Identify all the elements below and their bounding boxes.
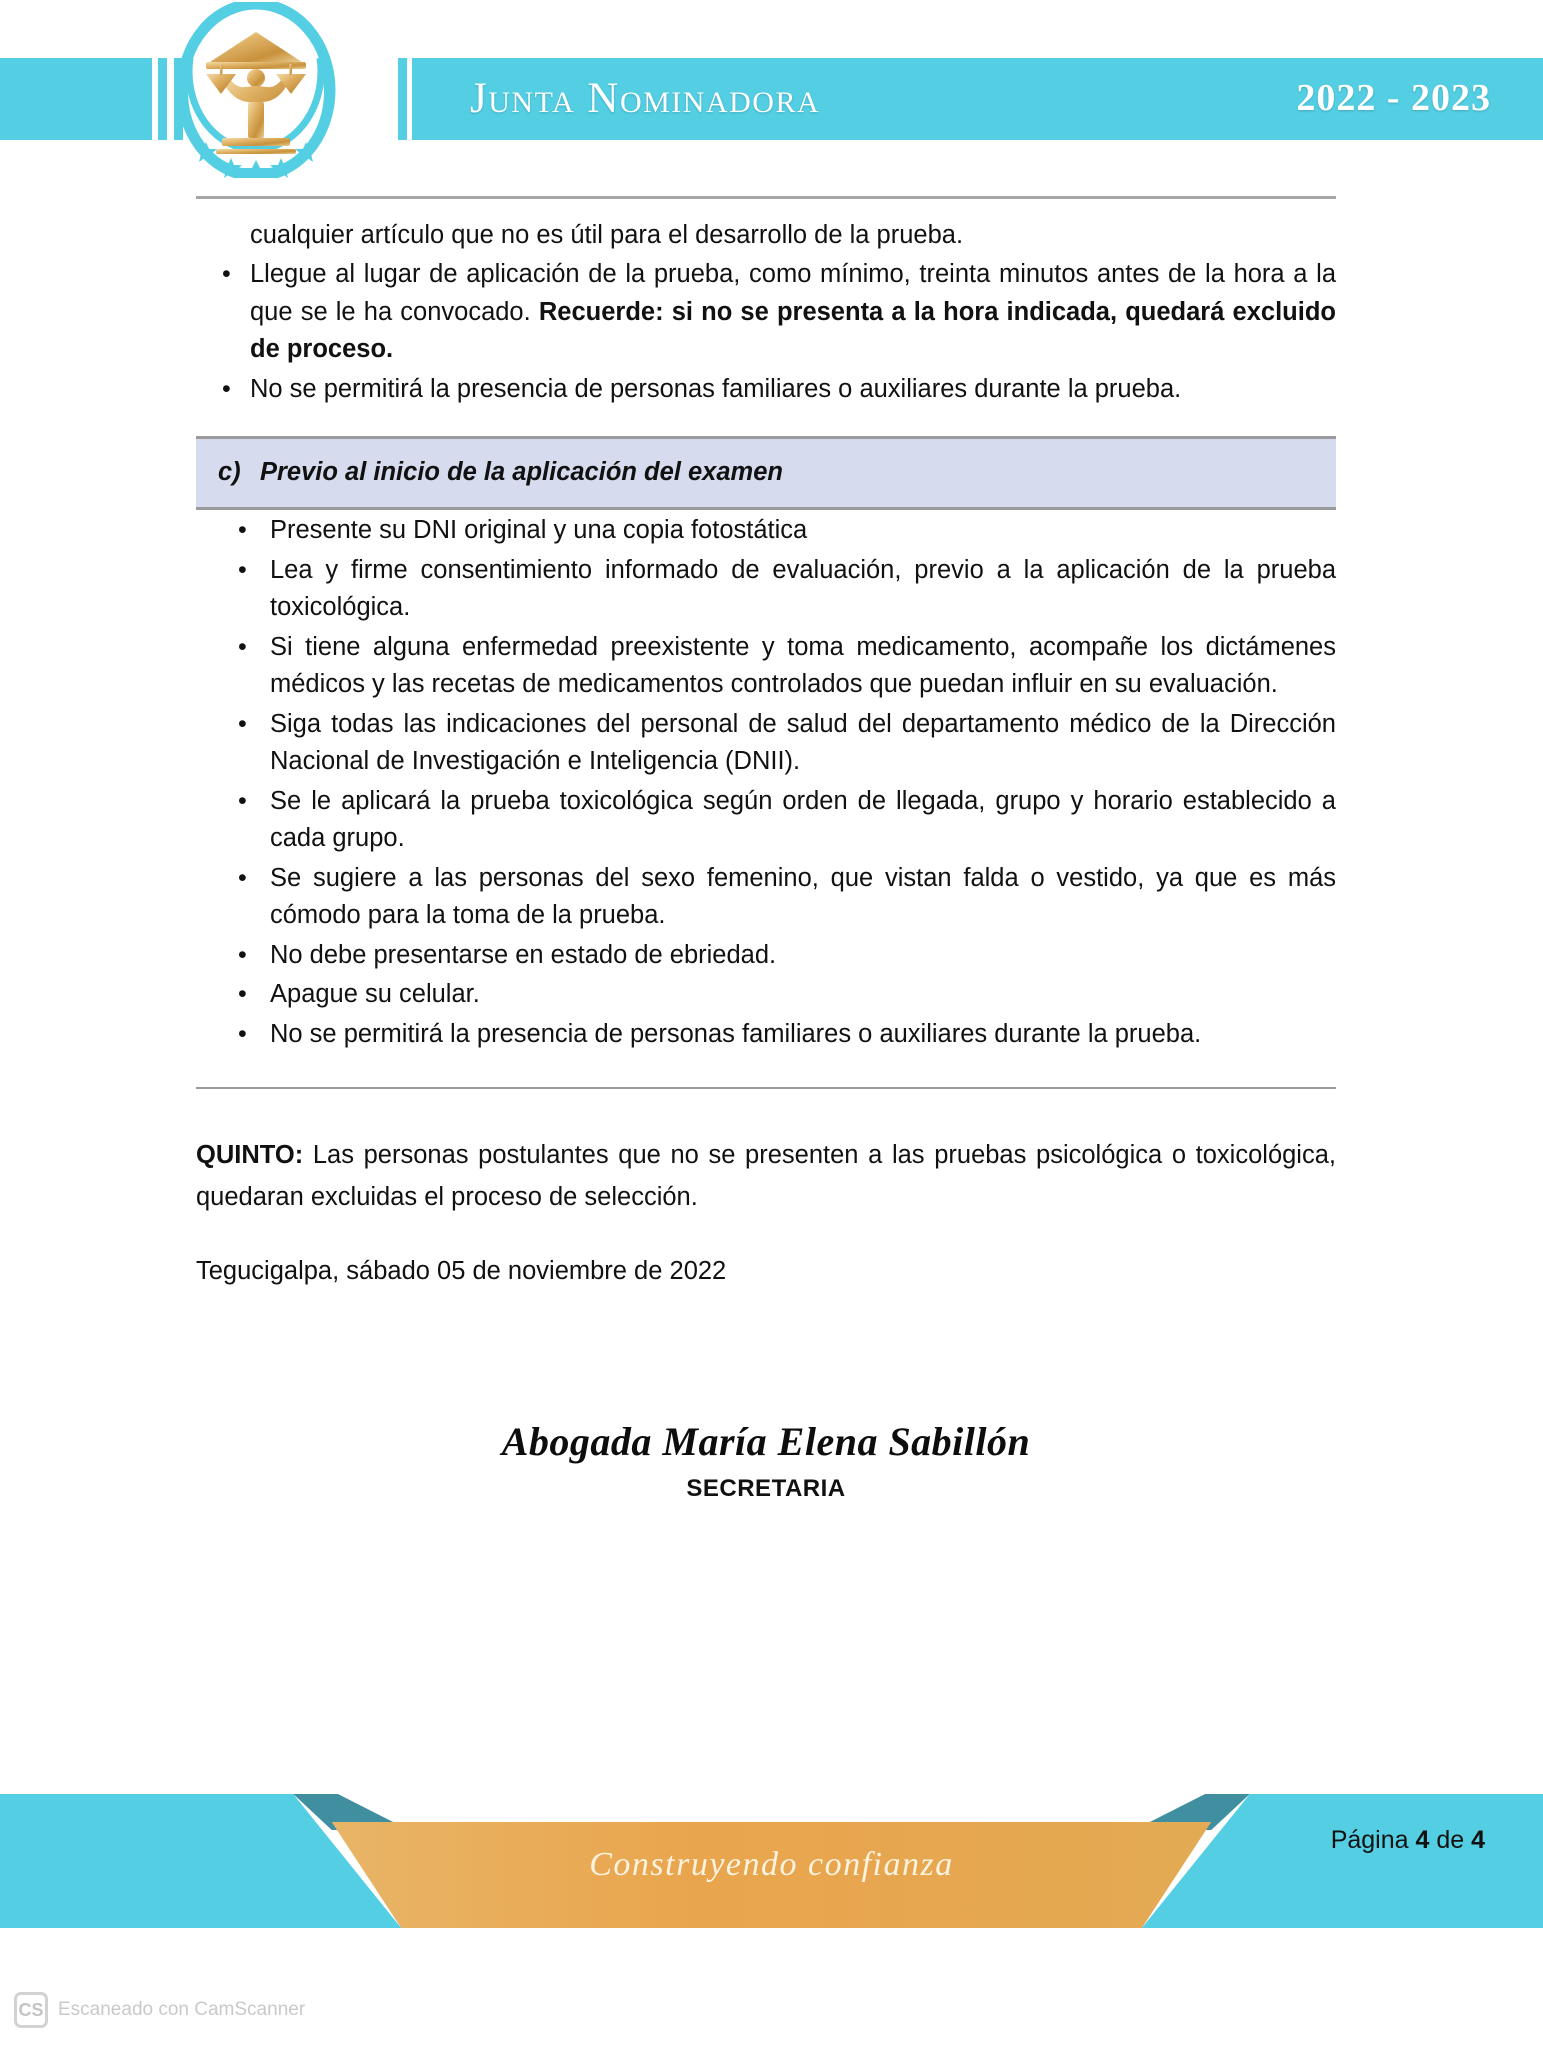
- quinto-paragraph: [196, 1135, 1336, 1218]
- section-heading-box: [196, 436, 1336, 510]
- page-total: 4: [1471, 1826, 1485, 1854]
- footer-motto: Construyendo confianza: [589, 1846, 954, 1883]
- page-current: 4: [1415, 1826, 1430, 1854]
- body-text: [196, 217, 1336, 1053]
- camscanner-logo-icon: CS: [14, 1992, 48, 2028]
- divider-top: [196, 196, 1336, 199]
- header-rule-4: [414, 58, 423, 140]
- page-number: [1331, 1826, 1485, 1855]
- list-item: • Apague su celular.: [196, 976, 1336, 1013]
- header-rule-3: [398, 58, 407, 140]
- list-item: [196, 371, 1336, 408]
- list-item: [196, 256, 1336, 368]
- list-item: • Lea y firme consentimiento informado de evaluación, previo a la aplicación de la prueba toxicológica.: [196, 552, 1336, 627]
- list-item: • Si tiene alguna enfermedad preexistente y toma medicamento, acompañe los dictámenes médicos y las recetas de medicamentos controlados que puedan influir en su evaluación.: [196, 629, 1336, 704]
- document-footer: [0, 1794, 1543, 1928]
- section-letter: c): [218, 458, 241, 487]
- bullet-text-plain: Llegue al lugar de aplicación de la prueba, como mínimo, treinta minutos antes de la hora a la que se le ha convocado.: [250, 260, 1336, 326]
- list-item: • No debe presentarse en estado de ebriedad.: [196, 937, 1336, 974]
- list-item: • No se permitirá la presencia de personas familiares o auxiliares durante la prueba.: [196, 1016, 1336, 1053]
- bullet-text-bold: Recuerde: si no se presenta a la hora indicada, quedará excluido de proceso.: [250, 297, 1336, 364]
- section-bullet-list: [196, 512, 1336, 1053]
- continuation-line: cualquier artículo que no es útil para el desarrollo de la prueba.: [250, 221, 964, 249]
- list-item: • Se le aplicará la prueba toxicológica según orden de llegada, grupo y horario establecido a cada grupo.: [196, 783, 1336, 858]
- header-years: 2022 - 2023: [1296, 77, 1491, 119]
- signature-name: Abogada María Elena Sabillón: [501, 1419, 1031, 1465]
- list-item: • Se sugiere a las personas del sexo femenino, que vistan falda o vestido, ya que es más cómodo para la toma de la prueba.: [196, 860, 1336, 935]
- quinto-text: Las personas postulantes que no se presenten a las pruebas psicológica o toxicológica, quedaran excluidas el proceso de selección.: [196, 1141, 1336, 1211]
- header-title: Junta Nominadora: [470, 75, 821, 122]
- list-item: • Siga todas las indicaciones del personal de salud del departamento médico de la Dirección Nacional de Investigación e Inteligencia (DNII).: [196, 706, 1336, 781]
- document-header: [0, 0, 1543, 178]
- camscanner-watermark: [14, 1992, 305, 2028]
- list-item: • Presente su DNI original y una copia fotostática: [196, 512, 1336, 549]
- document-content: [196, 196, 1336, 1503]
- signature-block: [196, 1418, 1336, 1503]
- signature-role: SECRETARIA: [686, 1475, 846, 1503]
- date-line: Tegucigalpa, sábado 05 de noviembre de 2022: [196, 1256, 727, 1285]
- page-prefix: Página: [1330, 1826, 1416, 1854]
- scales-of-justice-emblem-icon: [142, 2, 370, 178]
- page-middle: de: [1429, 1826, 1472, 1854]
- quinto-label: QUINTO:: [196, 1141, 304, 1170]
- top-bullet-list: [196, 256, 1336, 408]
- section-title: Previo al inicio de la aplicación del examen: [260, 458, 783, 487]
- bullet-text-plain: No se permitirá la presencia de personas familiares o auxiliares durante la prueba.: [250, 374, 1182, 403]
- camscanner-label: Escaneado con CamScanner: [58, 1999, 306, 2020]
- divider-bottom: [196, 1087, 1336, 1089]
- section-heading-inner: [196, 453, 1336, 491]
